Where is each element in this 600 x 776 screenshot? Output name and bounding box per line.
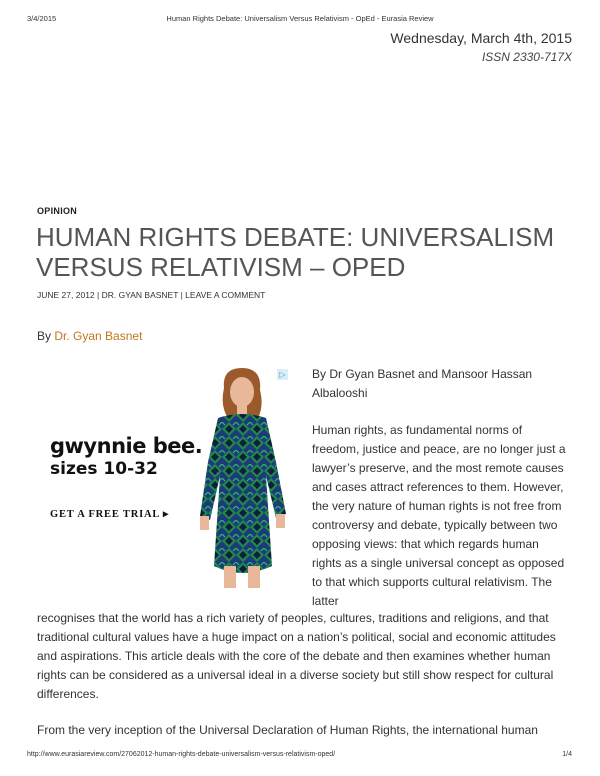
masthead-date: Wednesday, March 4th, 2015 xyxy=(390,30,572,46)
print-date: 3/4/2015 xyxy=(27,14,57,23)
article-paragraph-intro-cont: recognises that the world has a rich variety of peoples, cultures, traditions and religions, and that traditional cultural values have a huge impact on a nation’s political, social and economic attitudes and aspirations. This article deals with the core of the debate and then examines whether human rights can be considered as a universal ideal in a diverse society but still show respect for cultural differences. xyxy=(37,611,556,701)
ad-sizes: sizes 10-32 xyxy=(50,459,158,479)
article-paragraph-intro: Human rights, as fundamental norms of freedom, justice and peace, are no longer just a lawyer’s preserve, and the most remote causes and cases attract references to them. However, the very nature of human rights is not free from controversy and debate, typically between two opposing views: that which regards human rights as a single universal concept as opposed to that which supports cultural relativism. The latter xyxy=(312,423,566,608)
article-category[interactable]: OPINION xyxy=(37,206,78,216)
article-meta[interactable]: JUNE 27, 2012 | DR. GYAN BASNET | LEAVE A COMMENT xyxy=(37,290,266,300)
article-paragraph: From the very inception of the Universal Declaration of Human Rights, the international human xyxy=(37,723,538,737)
masthead-issn: ISSN 2330-717X xyxy=(481,50,572,64)
adchoices-icon[interactable]: ▷ xyxy=(277,369,288,380)
advertisement[interactable] xyxy=(36,366,292,588)
article-paragraph-authors: By Dr Gyan Basnet and Mansoor Hassan Albalooshi xyxy=(312,367,533,400)
byline-author-link[interactable]: Dr. Gyan Basnet xyxy=(54,329,143,343)
print-footer-url: http://www.eurasiareview.com/27062012-human-rights-debate-universalism-versus-relativism-oped/ xyxy=(27,751,336,758)
ad-cta-button[interactable]: GET A FREE TRIAL ▸ xyxy=(50,509,170,520)
article-byline xyxy=(37,329,142,343)
byline-prefix: By xyxy=(37,329,52,343)
ad-brand: gwynnie bee. xyxy=(50,434,203,458)
print-page-title: Human Rights Debate: Universalism Versus Relativism - OpEd - Eurasia Review xyxy=(166,14,434,23)
print-page-number: 1/4 xyxy=(562,751,572,758)
article-headline: HUMAN RIGHTS DEBATE: UNIVERSALISM VERSUS RELATIVISM – OPED xyxy=(36,222,555,282)
ad-model-image xyxy=(194,366,292,588)
